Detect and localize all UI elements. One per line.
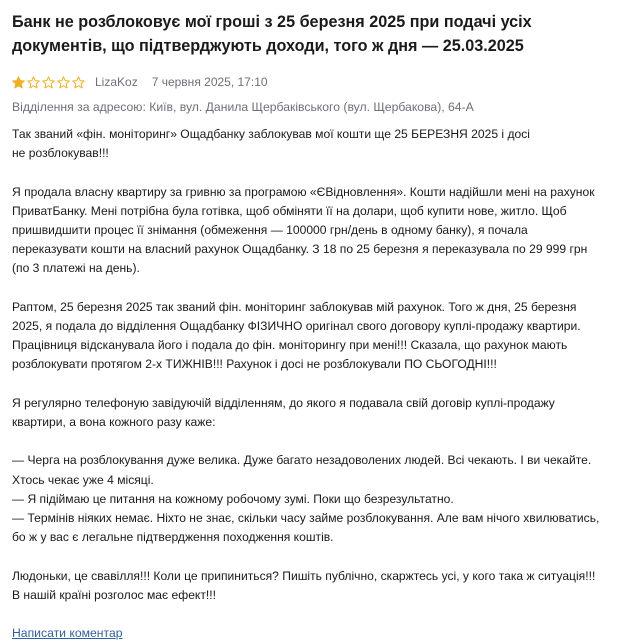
review-text-line: — Термінів ніяких немає. Ніхто не знає, скільки часу займе розблокування. Але вам нічого хвилюватись, bbox=[12, 511, 600, 525]
review-date: 7 червня 2025, 17:10 bbox=[151, 75, 268, 89]
review-text-line: (по 3 платежі на день). bbox=[12, 261, 140, 276]
review-text-line: ПриватБанку. Мені потрібна була готівка, щоб обміняти її на долари, щоб купити нове, житло. Щоб bbox=[12, 203, 567, 218]
review-paragraph bbox=[12, 298, 612, 375]
star-rating bbox=[12, 76, 85, 89]
star-empty-icon bbox=[57, 76, 70, 89]
author-name[interactable]: LizaKoz bbox=[95, 75, 138, 89]
review-text-line: розблокувати протягом 2-х ТИЖНІВ!!! Рахунок і досі не розблокували ПО СЬОГОДНІ!!! bbox=[12, 357, 497, 372]
review-text-line: 2025, я подала до відділення Ощадбанку ФІЗИЧНО оригінал свого договору куплі-продажу квартири. bbox=[12, 319, 581, 333]
review-text-line: бо ж у вас є легальне підтвердження походження коштів. bbox=[12, 530, 334, 545]
review-paragraph bbox=[12, 183, 612, 279]
review-text-line: Працівниця відсканувала його і подала до фін. моніторингу при мені!!! Сказала, що рахунок мають bbox=[12, 338, 568, 353]
star-filled-icon bbox=[12, 76, 25, 89]
review-text-line: Я регулярно телефоную завідуючій відділенням, до якого я подавала свій договір куплі-продажу bbox=[12, 395, 555, 410]
review-text-line: Людоньки, це свавілля!!! Коли це припиниться? Пишіть публічно, скаржтесь усі, у кого така ж ситуація!!! bbox=[12, 568, 596, 583]
review-title: Банк не розблоковує мої гроші з 25 березня 2025 при подачі усіх документів, що підтверджують доходи, того ж дня — 25.03.2025 bbox=[12, 13, 532, 55]
review-paragraph bbox=[12, 125, 612, 163]
review-paragraph bbox=[12, 567, 612, 605]
review-text-line: пришвидшити процес її знімання (обмеження — 100000 грн/день в одному банку), я почала bbox=[12, 223, 528, 237]
review-paragraph bbox=[12, 394, 612, 432]
review-text-line: квартири, а вона кожного разу каже: bbox=[12, 415, 216, 429]
write-comment-link[interactable]: Написати коментар bbox=[12, 626, 123, 641]
review-text-line: Хтось чекає уже 4 місяці. bbox=[12, 472, 154, 487]
review-meta bbox=[12, 72, 612, 92]
review-text-line: Раптом, 25 березня 2025 так званий фін. моніторинг заблокував мій рахунок. Того ж дня, 25 березня bbox=[12, 299, 577, 314]
star-empty-icon bbox=[42, 76, 55, 89]
review-text-line: Я продала власну квартиру за гривню за програмою «ЄВідновлення». Кошти надійшли мені на рахунок bbox=[12, 184, 595, 199]
review-text-line: Так званий «фін. моніторинг» Ощадбанку заблокував мої кошти ще 25 БЕРЕЗНЯ 2025 і досі bbox=[12, 127, 530, 141]
review-paragraph bbox=[12, 451, 612, 547]
review-text-line: — Черга на розблокування дуже велика. Дуже багато незадоволених людей. Всі чекають. І ви чекайте. bbox=[12, 453, 592, 468]
branch-address: Відділення за адресою: Київ, вул. Данила Щербаківського (вул. Щербакова), 64-А bbox=[12, 100, 474, 114]
review-text-line: переказувати кошти на власний рахунок Ощадбанку. З 18 по 25 березня я переказувала по 29 999 грн bbox=[12, 242, 588, 257]
review-text-line: не розблокував!!! bbox=[12, 146, 109, 161]
review-text-line: — Я підіймаю це питання на кожному робочому зумі. Поки що безрезультатно. bbox=[12, 491, 454, 506]
star-empty-icon bbox=[27, 76, 40, 89]
review-text-line: В нашій країні розголос має ефект!!! bbox=[12, 587, 216, 602]
review-body bbox=[12, 125, 612, 605]
star-empty-icon bbox=[72, 76, 85, 89]
